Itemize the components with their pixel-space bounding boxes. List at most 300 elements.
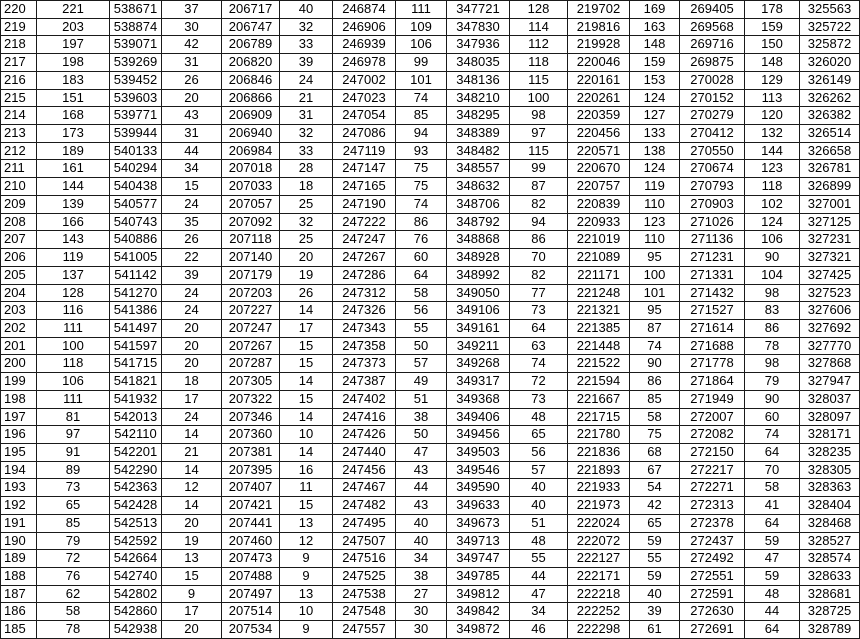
cumulative-cell: 540438: [110, 178, 162, 196]
count-cell: 64: [745, 515, 800, 533]
cumulative-cell: 207473: [222, 550, 280, 568]
count-cell: 73: [510, 302, 568, 320]
cumulative-cell: 269568: [680, 19, 745, 37]
cumulative-cell: 272437: [680, 533, 745, 551]
cumulative-cell: 270028: [680, 72, 745, 90]
count-cell: 151: [37, 90, 110, 108]
cumulative-cell: 541932: [110, 391, 162, 409]
cumulative-cell: 247247: [333, 231, 396, 249]
score-cell: 203: [1, 302, 37, 320]
cumulative-cell: 349872: [447, 621, 510, 639]
cumulative-cell: 349747: [447, 550, 510, 568]
cumulative-cell: 247054: [333, 107, 396, 125]
cumulative-cell: 541142: [110, 267, 162, 285]
count-cell: 30: [396, 603, 447, 621]
score-cell: 196: [1, 426, 37, 444]
cumulative-cell: 542513: [110, 515, 162, 533]
count-cell: 15: [162, 568, 222, 586]
table-row: [1, 178, 860, 196]
count-cell: 47: [396, 444, 447, 462]
table-row: [1, 515, 860, 533]
table-row: [1, 54, 860, 72]
cumulative-cell: 246939: [333, 36, 396, 54]
cumulative-cell: 325872: [800, 36, 860, 54]
count-cell: 48: [510, 409, 568, 427]
count-cell: 98: [745, 285, 800, 303]
cumulative-cell: 221448: [568, 338, 630, 356]
cumulative-cell: 219702: [568, 1, 630, 19]
count-cell: 12: [280, 533, 333, 551]
cumulative-cell: 247358: [333, 338, 396, 356]
score-cell: 219: [1, 19, 37, 37]
count-cell: 57: [510, 462, 568, 480]
cumulative-cell: 207421: [222, 497, 280, 515]
cumulative-cell: 328527: [800, 533, 860, 551]
cumulative-cell: 348632: [447, 178, 510, 196]
cumulative-cell: 328404: [800, 497, 860, 515]
cumulative-cell: 325722: [800, 19, 860, 37]
table-row: [1, 214, 860, 232]
cumulative-cell: 348868: [447, 231, 510, 249]
cumulative-cell: 221715: [568, 409, 630, 427]
count-cell: 119: [630, 178, 680, 196]
count-cell: 86: [396, 214, 447, 232]
count-cell: 14: [162, 497, 222, 515]
count-cell: 183: [37, 72, 110, 90]
count-cell: 32: [280, 19, 333, 37]
count-cell: 14: [280, 409, 333, 427]
count-cell: 31: [280, 107, 333, 125]
cumulative-cell: 347830: [447, 19, 510, 37]
score-cell: 213: [1, 125, 37, 143]
cumulative-cell: 269875: [680, 54, 745, 72]
count-cell: 114: [510, 19, 568, 37]
count-cell: 50: [396, 338, 447, 356]
count-cell: 129: [745, 72, 800, 90]
cumulative-cell: 207305: [222, 373, 280, 391]
count-cell: 94: [396, 125, 447, 143]
count-cell: 67: [630, 462, 680, 480]
cumulative-cell: 349503: [447, 444, 510, 462]
cumulative-cell: 247426: [333, 426, 396, 444]
cumulative-cell: 327125: [800, 214, 860, 232]
count-cell: 60: [745, 409, 800, 427]
count-cell: 98: [745, 355, 800, 373]
table-row: [1, 533, 860, 551]
count-cell: 161: [37, 160, 110, 178]
cumulative-cell: 206866: [222, 90, 280, 108]
count-cell: 17: [280, 320, 333, 338]
cumulative-cell: 349106: [447, 302, 510, 320]
cumulative-cell: 219928: [568, 36, 630, 54]
count-cell: 59: [630, 568, 680, 586]
table-row: [1, 621, 860, 639]
count-cell: 68: [630, 444, 680, 462]
count-cell: 56: [396, 302, 447, 320]
count-cell: 97: [510, 125, 568, 143]
count-cell: 98: [510, 107, 568, 125]
cumulative-cell: 222298: [568, 621, 630, 639]
count-cell: 74: [745, 426, 800, 444]
count-cell: 110: [630, 231, 680, 249]
score-cell: 218: [1, 36, 37, 54]
count-cell: 99: [510, 160, 568, 178]
cumulative-cell: 247440: [333, 444, 396, 462]
count-cell: 38: [396, 568, 447, 586]
count-cell: 153: [630, 72, 680, 90]
cumulative-cell: 246906: [333, 19, 396, 37]
count-cell: 95: [630, 302, 680, 320]
count-cell: 73: [510, 391, 568, 409]
count-cell: 124: [630, 160, 680, 178]
cumulative-cell: 207407: [222, 479, 280, 497]
count-cell: 73: [37, 479, 110, 497]
cumulative-cell: 542110: [110, 426, 162, 444]
cumulative-cell: 270412: [680, 125, 745, 143]
count-cell: 118: [37, 355, 110, 373]
count-cell: 24: [162, 409, 222, 427]
count-cell: 143: [37, 231, 110, 249]
count-cell: 74: [396, 90, 447, 108]
cumulative-cell: 207497: [222, 586, 280, 604]
count-cell: 61: [630, 621, 680, 639]
count-cell: 59: [745, 533, 800, 551]
count-cell: 101: [396, 72, 447, 90]
cumulative-cell: 222252: [568, 603, 630, 621]
count-cell: 24: [162, 196, 222, 214]
count-cell: 14: [280, 302, 333, 320]
count-cell: 22: [162, 249, 222, 267]
cumulative-cell: 540294: [110, 160, 162, 178]
cumulative-cell: 349317: [447, 373, 510, 391]
count-cell: 44: [396, 479, 447, 497]
count-cell: 33: [280, 143, 333, 161]
cumulative-cell: 269716: [680, 36, 745, 54]
cumulative-cell: 221836: [568, 444, 630, 462]
cumulative-cell: 207018: [222, 160, 280, 178]
count-cell: 118: [745, 178, 800, 196]
table-row: [1, 479, 860, 497]
count-cell: 40: [510, 497, 568, 515]
cumulative-cell: 220046: [568, 54, 630, 72]
score-cell: 205: [1, 267, 37, 285]
count-cell: 86: [510, 231, 568, 249]
cumulative-cell: 348136: [447, 72, 510, 90]
count-cell: 14: [162, 462, 222, 480]
table-row: [1, 373, 860, 391]
count-cell: 82: [510, 196, 568, 214]
cumulative-cell: 271136: [680, 231, 745, 249]
count-cell: 116: [37, 302, 110, 320]
cumulative-cell: 247002: [333, 72, 396, 90]
count-cell: 90: [745, 249, 800, 267]
count-cell: 10: [280, 426, 333, 444]
cumulative-cell: 272082: [680, 426, 745, 444]
cumulative-cell: 326382: [800, 107, 860, 125]
table-row: [1, 90, 860, 108]
count-cell: 9: [280, 568, 333, 586]
cumulative-cell: 207057: [222, 196, 280, 214]
count-cell: 148: [745, 54, 800, 72]
cumulative-cell: 326020: [800, 54, 860, 72]
count-cell: 46: [510, 621, 568, 639]
cumulative-cell: 271614: [680, 320, 745, 338]
count-cell: 111: [37, 320, 110, 338]
cumulative-cell: 222127: [568, 550, 630, 568]
count-cell: 43: [396, 462, 447, 480]
count-cell: 111: [396, 1, 447, 19]
cumulative-cell: 207441: [222, 515, 280, 533]
count-cell: 95: [630, 249, 680, 267]
cumulative-cell: 271949: [680, 391, 745, 409]
cumulative-cell: 349785: [447, 568, 510, 586]
count-cell: 14: [280, 373, 333, 391]
count-cell: 54: [630, 479, 680, 497]
cumulative-cell: 207381: [222, 444, 280, 462]
count-cell: 64: [745, 444, 800, 462]
count-cell: 15: [280, 355, 333, 373]
count-cell: 11: [280, 479, 333, 497]
cumulative-cell: 347721: [447, 1, 510, 19]
cumulative-cell: 271231: [680, 249, 745, 267]
cumulative-cell: 328468: [800, 515, 860, 533]
count-cell: 104: [745, 267, 800, 285]
cumulative-cell: 221089: [568, 249, 630, 267]
count-cell: 102: [745, 196, 800, 214]
count-cell: 203: [37, 19, 110, 37]
count-cell: 38: [396, 409, 447, 427]
count-cell: 65: [510, 426, 568, 444]
table-row: [1, 497, 860, 515]
cumulative-cell: 247190: [333, 196, 396, 214]
cumulative-cell: 540577: [110, 196, 162, 214]
table-row: [1, 36, 860, 54]
count-cell: 74: [630, 338, 680, 356]
cumulative-cell: 541821: [110, 373, 162, 391]
score-cell: 186: [1, 603, 37, 621]
cumulative-cell: 219816: [568, 19, 630, 37]
count-cell: 20: [162, 515, 222, 533]
count-cell: 113: [745, 90, 800, 108]
count-cell: 14: [162, 426, 222, 444]
cumulative-cell: 271432: [680, 285, 745, 303]
cumulative-cell: 327523: [800, 285, 860, 303]
cumulative-cell: 207179: [222, 267, 280, 285]
cumulative-cell: 349713: [447, 533, 510, 551]
cumulative-cell: 348706: [447, 196, 510, 214]
cumulative-cell: 327947: [800, 373, 860, 391]
cumulative-cell: 207247: [222, 320, 280, 338]
score-cell: 190: [1, 533, 37, 551]
cumulative-cell: 539269: [110, 54, 162, 72]
cumulative-cell: 272271: [680, 479, 745, 497]
cumulative-cell: 349161: [447, 320, 510, 338]
count-cell: 64: [396, 267, 447, 285]
cumulative-cell: 540133: [110, 143, 162, 161]
count-cell: 34: [510, 603, 568, 621]
count-cell: 75: [396, 178, 447, 196]
cumulative-cell: 272591: [680, 586, 745, 604]
cumulative-cell: 327868: [800, 355, 860, 373]
cumulative-cell: 542802: [110, 586, 162, 604]
cumulative-cell: 247482: [333, 497, 396, 515]
count-cell: 20: [162, 90, 222, 108]
cumulative-cell: 327606: [800, 302, 860, 320]
cumulative-cell: 348792: [447, 214, 510, 232]
score-cell: 215: [1, 90, 37, 108]
cumulative-cell: 206846: [222, 72, 280, 90]
count-cell: 18: [280, 178, 333, 196]
count-cell: 79: [745, 373, 800, 391]
count-cell: 20: [162, 320, 222, 338]
count-cell: 62: [37, 586, 110, 604]
count-cell: 55: [396, 320, 447, 338]
cumulative-cell: 247495: [333, 515, 396, 533]
count-cell: 32: [280, 214, 333, 232]
count-cell: 78: [37, 621, 110, 639]
table-row: [1, 160, 860, 178]
cumulative-cell: 542740: [110, 568, 162, 586]
count-cell: 34: [162, 160, 222, 178]
cumulative-cell: 271688: [680, 338, 745, 356]
count-cell: 90: [745, 391, 800, 409]
count-cell: 90: [630, 355, 680, 373]
count-cell: 123: [745, 160, 800, 178]
table-row: [1, 285, 860, 303]
count-cell: 25: [280, 231, 333, 249]
count-cell: 47: [510, 586, 568, 604]
count-cell: 166: [37, 214, 110, 232]
cumulative-cell: 247147: [333, 160, 396, 178]
count-cell: 24: [162, 302, 222, 320]
cumulative-cell: 541715: [110, 355, 162, 373]
count-cell: 118: [510, 54, 568, 72]
cumulative-cell: 247086: [333, 125, 396, 143]
cumulative-cell: 270550: [680, 143, 745, 161]
score-cell: 207: [1, 231, 37, 249]
cumulative-cell: 541597: [110, 338, 162, 356]
cumulative-cell: 541270: [110, 285, 162, 303]
cumulative-cell: 207534: [222, 621, 280, 639]
cumulative-cell: 247119: [333, 143, 396, 161]
count-cell: 37: [162, 1, 222, 19]
cumulative-cell: 206940: [222, 125, 280, 143]
count-cell: 30: [162, 19, 222, 37]
count-cell: 47: [745, 550, 800, 568]
cumulative-cell: 247507: [333, 533, 396, 551]
table-row: [1, 249, 860, 267]
count-cell: 26: [280, 285, 333, 303]
count-cell: 144: [37, 178, 110, 196]
count-cell: 21: [162, 444, 222, 462]
table-row: [1, 302, 860, 320]
count-cell: 101: [630, 285, 680, 303]
count-cell: 13: [162, 550, 222, 568]
cumulative-cell: 222024: [568, 515, 630, 533]
count-cell: 85: [37, 515, 110, 533]
score-cell: 202: [1, 320, 37, 338]
count-cell: 82: [510, 267, 568, 285]
count-cell: 12: [162, 479, 222, 497]
table-row: [1, 355, 860, 373]
cumulative-cell: 221780: [568, 426, 630, 444]
cumulative-cell: 328235: [800, 444, 860, 462]
cumulative-cell: 272691: [680, 621, 745, 639]
count-cell: 65: [37, 497, 110, 515]
count-cell: 28: [280, 160, 333, 178]
cumulative-cell: 220839: [568, 196, 630, 214]
count-cell: 93: [396, 143, 447, 161]
count-cell: 39: [162, 267, 222, 285]
cumulative-cell: 348482: [447, 143, 510, 161]
cumulative-cell: 207395: [222, 462, 280, 480]
cumulative-cell: 348389: [447, 125, 510, 143]
count-cell: 75: [630, 426, 680, 444]
table-row: [1, 267, 860, 285]
cumulative-cell: 206984: [222, 143, 280, 161]
score-cell: 185: [1, 621, 37, 639]
count-cell: 17: [162, 603, 222, 621]
cumulative-cell: 328725: [800, 603, 860, 621]
count-cell: 26: [162, 72, 222, 90]
table-row: [1, 409, 860, 427]
cumulative-cell: 542938: [110, 621, 162, 639]
cumulative-cell: 349842: [447, 603, 510, 621]
count-cell: 31: [162, 125, 222, 143]
cumulative-cell: 207360: [222, 426, 280, 444]
count-cell: 128: [37, 285, 110, 303]
count-cell: 15: [280, 497, 333, 515]
count-cell: 159: [745, 19, 800, 37]
cumulative-cell: 326262: [800, 90, 860, 108]
count-cell: 221: [37, 1, 110, 19]
cumulative-cell: 327425: [800, 267, 860, 285]
cumulative-cell: 247402: [333, 391, 396, 409]
table-row: [1, 19, 860, 37]
count-cell: 106: [396, 36, 447, 54]
score-cell: 214: [1, 107, 37, 125]
count-cell: 124: [745, 214, 800, 232]
cumulative-cell: 349406: [447, 409, 510, 427]
cumulative-cell: 271331: [680, 267, 745, 285]
cumulative-cell: 538874: [110, 19, 162, 37]
cumulative-cell: 207514: [222, 603, 280, 621]
table-row: [1, 603, 860, 621]
cumulative-cell: 221973: [568, 497, 630, 515]
cumulative-cell: 348035: [447, 54, 510, 72]
count-cell: 14: [280, 444, 333, 462]
count-cell: 15: [162, 178, 222, 196]
count-cell: 48: [510, 533, 568, 551]
count-cell: 17: [162, 391, 222, 409]
cumulative-cell: 220261: [568, 90, 630, 108]
count-cell: 159: [630, 54, 680, 72]
cumulative-cell: 327321: [800, 249, 860, 267]
cumulative-cell: 272217: [680, 462, 745, 480]
cumulative-cell: 221019: [568, 231, 630, 249]
cumulative-cell: 326658: [800, 143, 860, 161]
count-cell: 44: [162, 143, 222, 161]
cumulative-cell: 221667: [568, 391, 630, 409]
score-cell: 210: [1, 178, 37, 196]
count-cell: 63: [510, 338, 568, 356]
cumulative-cell: 207140: [222, 249, 280, 267]
count-cell: 74: [510, 355, 568, 373]
cumulative-cell: 328633: [800, 568, 860, 586]
cumulative-cell: 247387: [333, 373, 396, 391]
score-cell: 211: [1, 160, 37, 178]
count-cell: 81: [37, 409, 110, 427]
